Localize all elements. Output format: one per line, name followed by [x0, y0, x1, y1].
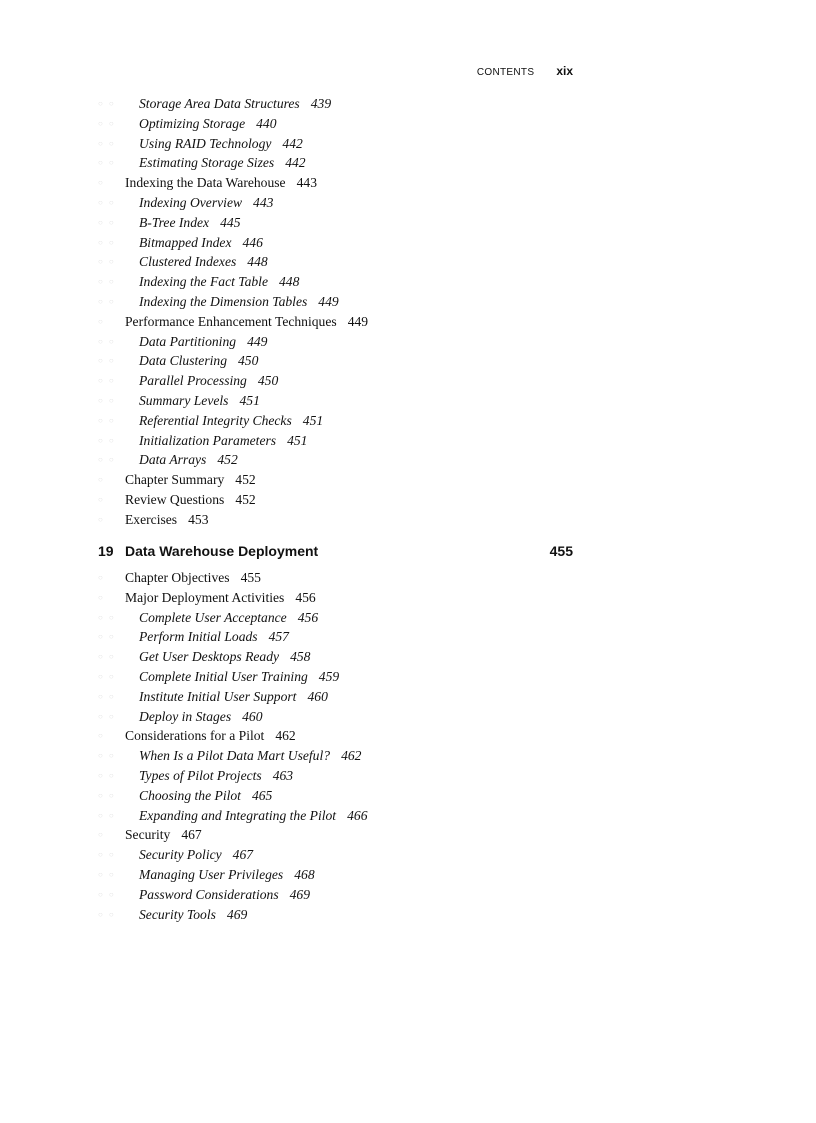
faint-margin-marks: ○	[98, 573, 109, 582]
toc-subsection-entry	[0, 391, 816, 411]
toc-subsection-entry	[0, 332, 816, 352]
toc-entry-page: 442	[285, 155, 306, 171]
toc-entry-title: Types of Pilot Projects	[139, 767, 262, 783]
faint-margin-marks: ○○	[98, 652, 120, 662]
toc-section-entry	[0, 470, 816, 490]
toc-subsection-entry	[0, 272, 816, 292]
faint-margin-marks: ○○	[98, 711, 120, 721]
toc-entry-title: Expanding and Integrating the Pilot	[139, 807, 337, 823]
toc-entry-title: Chapter Objectives	[125, 570, 230, 585]
running-head-page-number: xix	[556, 64, 573, 78]
toc-subsection-entry	[0, 647, 816, 667]
toc-subsection-entry	[0, 411, 816, 431]
toc-entry-title: Complete Initial User Training	[139, 668, 308, 684]
faint-margin-marks: ○○	[98, 889, 120, 899]
toc-entry-page: 452	[235, 472, 256, 488]
toc-entry-page: 446	[242, 234, 263, 250]
faint-margin-marks: ○○	[98, 336, 120, 346]
faint-margin-marks: ○	[98, 830, 109, 840]
toc-entry-page: 468	[294, 866, 315, 882]
toc-subsection-entry	[0, 608, 816, 628]
toc-entry-title: Perform Initial Loads	[139, 629, 258, 645]
toc-entry-page: 462	[341, 748, 362, 764]
faint-margin-marks: ○○	[98, 909, 120, 919]
faint-margin-marks: ○	[98, 494, 109, 504]
faint-margin-marks: ○○	[98, 632, 120, 642]
toc-subsection-entry	[0, 153, 816, 173]
toc-entry-page: 443	[253, 194, 274, 210]
toc-entry-title: Using RAID Technology	[139, 135, 272, 151]
faint-margin-marks: ○○	[98, 277, 120, 287]
toc-entry-page: 439	[310, 96, 332, 111]
toc-entry-page: 440	[256, 115, 277, 131]
toc-entry-title: Referential Integrity Checks	[139, 412, 292, 428]
toc-subsection-entry	[0, 885, 816, 905]
faint-margin-marks: ○○	[98, 395, 120, 405]
toc-subsection-entry	[0, 114, 816, 134]
faint-margin-marks: ○○	[98, 612, 120, 622]
faint-margin-marks: ○○	[98, 810, 120, 820]
toc-entry-page: 442	[282, 135, 303, 151]
toc-section-entry	[0, 510, 816, 530]
toc-subsection-entry	[0, 707, 816, 727]
toc-entry-title: Security Policy	[139, 847, 222, 863]
running-head-section: CONTENTS	[476, 67, 535, 78]
toc-entry-title: Initialization Parameters	[139, 432, 277, 448]
toc-subsection-entry	[0, 94, 816, 114]
faint-margin-marks: ○○	[98, 356, 120, 366]
toc-entry-title: Performance Enhancement Techniques	[125, 313, 337, 329]
faint-margin-marks: ○○	[98, 751, 120, 761]
faint-margin-marks: ○○	[98, 138, 120, 148]
faint-margin-marks: ○○	[98, 217, 120, 227]
toc-entry-title: Estimating Storage Sizes	[139, 155, 275, 171]
toc-subsection-entry	[0, 292, 816, 312]
toc-subsection-entry	[0, 766, 816, 786]
toc-entry-page: 452	[235, 491, 256, 507]
toc-entry-title: Password Considerations	[139, 886, 279, 902]
toc-entry-title: Considerations for a Pilot	[125, 728, 265, 744]
toc-subsection-entry	[0, 786, 816, 806]
toc-entry-title: Optimizing Storage	[139, 115, 246, 131]
faint-margin-marks: ○○	[98, 850, 120, 860]
faint-margin-marks: ○○	[98, 691, 120, 701]
toc-entry-page: 465	[251, 787, 273, 803]
toc-entry-title: Indexing the Fact Table	[139, 274, 268, 290]
toc-entry-page: 462	[275, 728, 296, 744]
toc-entry-page: 451	[302, 412, 324, 428]
toc-entry-page: 457	[268, 629, 289, 645]
toc-subsection-entry	[0, 687, 816, 707]
faint-margin-marks: ○○	[98, 790, 120, 800]
faint-margin-marks: ○○	[98, 770, 120, 780]
toc-entry-page: 469	[226, 906, 248, 922]
toc-entry-title: Review Questions	[125, 491, 225, 507]
toc-chapter-19-entries	[0, 568, 816, 924]
toc-entry-title: Choosing the Pilot	[139, 787, 241, 803]
faint-margin-marks: ○○	[98, 158, 120, 168]
toc-subsection-entry	[0, 252, 816, 272]
toc-subsection-entry	[0, 371, 816, 391]
chapter-19-heading	[98, 543, 573, 559]
toc-entry-title: Storage Area Data Structures	[139, 96, 300, 111]
toc-entry-page: 450	[257, 373, 279, 389]
toc-entry-title: Major Deployment Activities	[125, 589, 285, 605]
faint-margin-marks: ○	[98, 178, 109, 188]
toc-entry-page: 460	[242, 708, 263, 724]
toc-entry-title: Data Partitioning	[139, 333, 237, 349]
toc-entry-title: Managing User Privileges	[139, 866, 284, 882]
toc-section-entry	[0, 312, 816, 332]
toc-entry-page: 467	[232, 847, 254, 863]
faint-margin-marks: ○	[98, 592, 109, 602]
toc-subsection-entry	[0, 806, 816, 826]
toc-entry-title: Data Clustering	[139, 353, 227, 369]
faint-margin-marks: ○○	[98, 869, 120, 879]
faint-margin-marks: ○○	[98, 197, 120, 207]
toc-entry-title: Clustered Indexes	[139, 254, 237, 270]
toc-entry-page: 466	[347, 807, 368, 823]
toc-chapter-18-entries	[0, 94, 816, 530]
faint-margin-marks: ○	[98, 514, 109, 524]
toc-entry-page: 455	[240, 570, 261, 585]
faint-margin-marks: ○○	[98, 455, 120, 465]
toc-subsection-entry	[0, 845, 816, 865]
toc-entry-page: 456	[297, 609, 319, 625]
faint-margin-marks: ○○	[98, 237, 120, 247]
toc-entry-title: Indexing Overview	[139, 194, 243, 210]
faint-margin-marks: ○○	[98, 376, 120, 386]
toc-subsection-entry	[0, 213, 816, 233]
toc-subsection-entry	[0, 627, 816, 647]
faint-margin-marks: ○	[98, 731, 109, 741]
toc-subsection-entry	[0, 233, 816, 253]
toc-entry-page: 449	[318, 293, 339, 309]
toc-entry-page: 448	[247, 254, 268, 270]
faint-margin-marks: ○○	[98, 415, 120, 425]
toc-entry-page: 463	[272, 767, 294, 783]
toc-entry-page: 451	[287, 432, 308, 448]
toc-entry-title: Security	[125, 827, 171, 843]
toc-section-entry	[0, 726, 816, 746]
toc-subsection-entry	[0, 746, 816, 766]
toc-subsection-entry	[0, 351, 816, 371]
faint-margin-marks: ○○	[98, 435, 120, 445]
toc-entry-page: 449	[347, 313, 369, 329]
toc-subsection-entry	[0, 450, 816, 470]
toc-entry-page: 460	[307, 688, 328, 704]
toc-entry-title: Data Arrays	[139, 452, 207, 468]
toc-subsection-entry	[0, 431, 816, 451]
toc-entry-title: Exercises	[125, 511, 178, 527]
toc-entry-title: Chapter Summary	[125, 472, 225, 488]
toc-entry-page: 467	[181, 827, 202, 843]
toc-subsection-entry	[0, 667, 816, 687]
toc-section-entry	[0, 568, 816, 588]
chapter-page-number: 455	[549, 543, 573, 559]
toc-entry-page: 448	[279, 274, 300, 290]
toc-section-entry	[0, 825, 816, 845]
toc-entry-page: 443	[296, 175, 317, 191]
toc-entry-title: Complete User Acceptance	[139, 609, 287, 625]
toc-entry-page: 450	[238, 353, 259, 369]
faint-margin-marks: ○	[98, 475, 109, 485]
toc-entry-page: 456	[295, 589, 316, 605]
toc-subsection-entry	[0, 905, 816, 925]
toc-entry-page: 451	[239, 392, 260, 408]
toc-section-entry	[0, 173, 816, 193]
chapter-title: Data Warehouse Deployment	[125, 543, 319, 559]
toc-entry-title: Summary Levels	[139, 392, 229, 408]
toc-entry-title: Get User Desktops Ready	[139, 649, 280, 665]
toc-entry-title: Bitmapped Index	[139, 234, 232, 250]
toc-entry-page: 459	[318, 668, 340, 684]
toc-entry-title: Indexing the Data Warehouse	[125, 175, 286, 191]
toc-entry-title: Indexing the Dimension Tables	[139, 293, 308, 309]
faint-margin-marks: ○	[98, 316, 109, 326]
faint-margin-marks: ○○	[98, 296, 120, 306]
running-head	[477, 64, 573, 78]
toc-entry-page: 458	[290, 649, 311, 665]
faint-margin-marks: ○○	[98, 257, 120, 267]
toc-section-entry	[0, 490, 816, 510]
toc-subsection-entry	[0, 865, 816, 885]
toc-section-entry	[0, 588, 816, 608]
toc-entry-page: 445	[220, 214, 241, 230]
toc-entry-page: 453	[188, 511, 209, 527]
faint-margin-marks: ○○	[98, 99, 120, 108]
toc-entry-page: 469	[289, 886, 310, 902]
toc-entry-title: Parallel Processing	[139, 373, 247, 389]
toc-entry-page: 452	[217, 452, 238, 468]
faint-margin-marks: ○○	[98, 118, 120, 128]
toc-entry-title: Security Tools	[139, 906, 216, 922]
faint-margin-marks: ○○	[98, 671, 120, 681]
toc-entry-title: Deploy in Stages	[139, 708, 232, 724]
toc-subsection-entry	[0, 134, 816, 154]
toc-entry-title: B-Tree Index	[139, 214, 210, 230]
toc-entry-page: 449	[247, 333, 268, 349]
toc-subsection-entry	[0, 193, 816, 213]
toc-entry-title: Institute Initial User Support	[139, 688, 297, 704]
chapter-number: 19	[98, 543, 114, 559]
toc-entry-title: When Is a Pilot Data Mart Useful?	[139, 748, 331, 764]
